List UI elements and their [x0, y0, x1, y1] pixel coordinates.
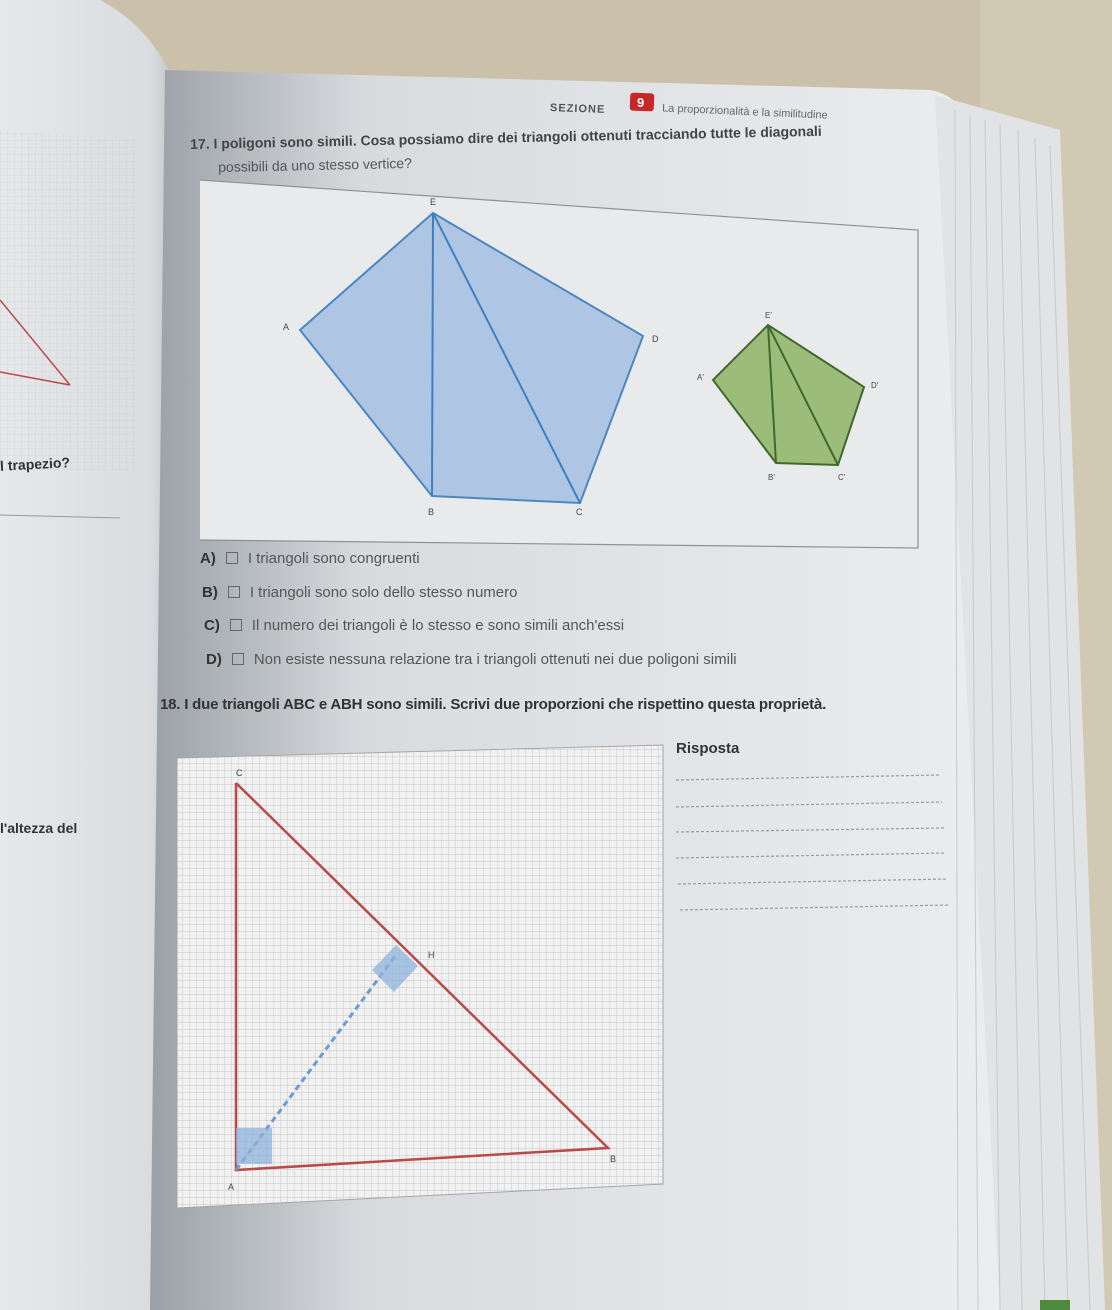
q17-option-c[interactable] [204, 617, 624, 634]
tri-label-h: H [428, 950, 435, 960]
q18-question [160, 696, 826, 713]
big-label-top: E [430, 197, 437, 207]
small-label-bottom-right: C' [838, 473, 846, 482]
q18-number: 18. [160, 696, 181, 713]
option-checkbox[interactable] [232, 653, 244, 665]
option-text: I triangoli sono congruenti [247, 550, 420, 567]
section-subtitle: La proporzionalità e la similitudine [661, 102, 828, 122]
q17-text-line1: I poligoni sono simili. Cosa possiamo dire dei triangoli ottenuti tracciando tutte le diagonali [213, 122, 822, 152]
option-checkbox[interactable] [226, 552, 238, 564]
option-checkbox[interactable] [230, 619, 242, 631]
section-title: SEZIONE [549, 102, 606, 116]
left-page-fragment-2: l'altezza del [0, 820, 78, 836]
option-text: I triangoli sono solo dello stesso numero [249, 584, 518, 601]
q17-option-b[interactable] [202, 584, 517, 601]
section-number: 9 [637, 95, 645, 110]
tri-label-c: C [236, 768, 243, 778]
right-angle-a [236, 1128, 272, 1164]
q18-text: I due triangoli ABC e ABH sono simili. Scrivi due proporzioni che rispettino questa proprietà. [184, 696, 827, 713]
small-label-right: D' [871, 381, 879, 390]
small-label-bottom-left: B' [768, 473, 775, 482]
big-label-left: A [283, 322, 290, 332]
big-label-bottom-left: B [428, 507, 435, 517]
q18-grid-figure [177, 745, 663, 1208]
small-label-top: E' [765, 311, 772, 320]
q17-number: 17. [190, 135, 210, 152]
q17-option-a[interactable] [200, 550, 420, 567]
left-page-fragment-1: l trapezio? [0, 454, 71, 474]
tri-label-a: A [228, 1182, 235, 1192]
option-text: Non esiste nessuna relazione tra i triangoli ottenuti nei due poligoni simili [253, 651, 737, 668]
big-label-right: D [652, 334, 659, 344]
option-letter: D) [206, 651, 222, 668]
big-diagonal-1 [432, 213, 433, 496]
option-checkbox[interactable] [228, 586, 240, 598]
q17-text-line2: possibili da uno stesso vertice? [218, 154, 413, 175]
option-text: Il numero dei triangoli è lo stesso e sono simili anch'essi [251, 617, 625, 634]
tri-label-b: B [610, 1154, 617, 1164]
small-label-left: A' [697, 373, 704, 382]
option-letter: B) [202, 584, 218, 601]
answer-label: Risposta [676, 740, 740, 757]
option-letter: A) [200, 550, 216, 567]
q17-option-d[interactable] [206, 651, 737, 668]
option-letter: C) [204, 617, 220, 634]
big-label-bottom-right: C [576, 507, 583, 517]
